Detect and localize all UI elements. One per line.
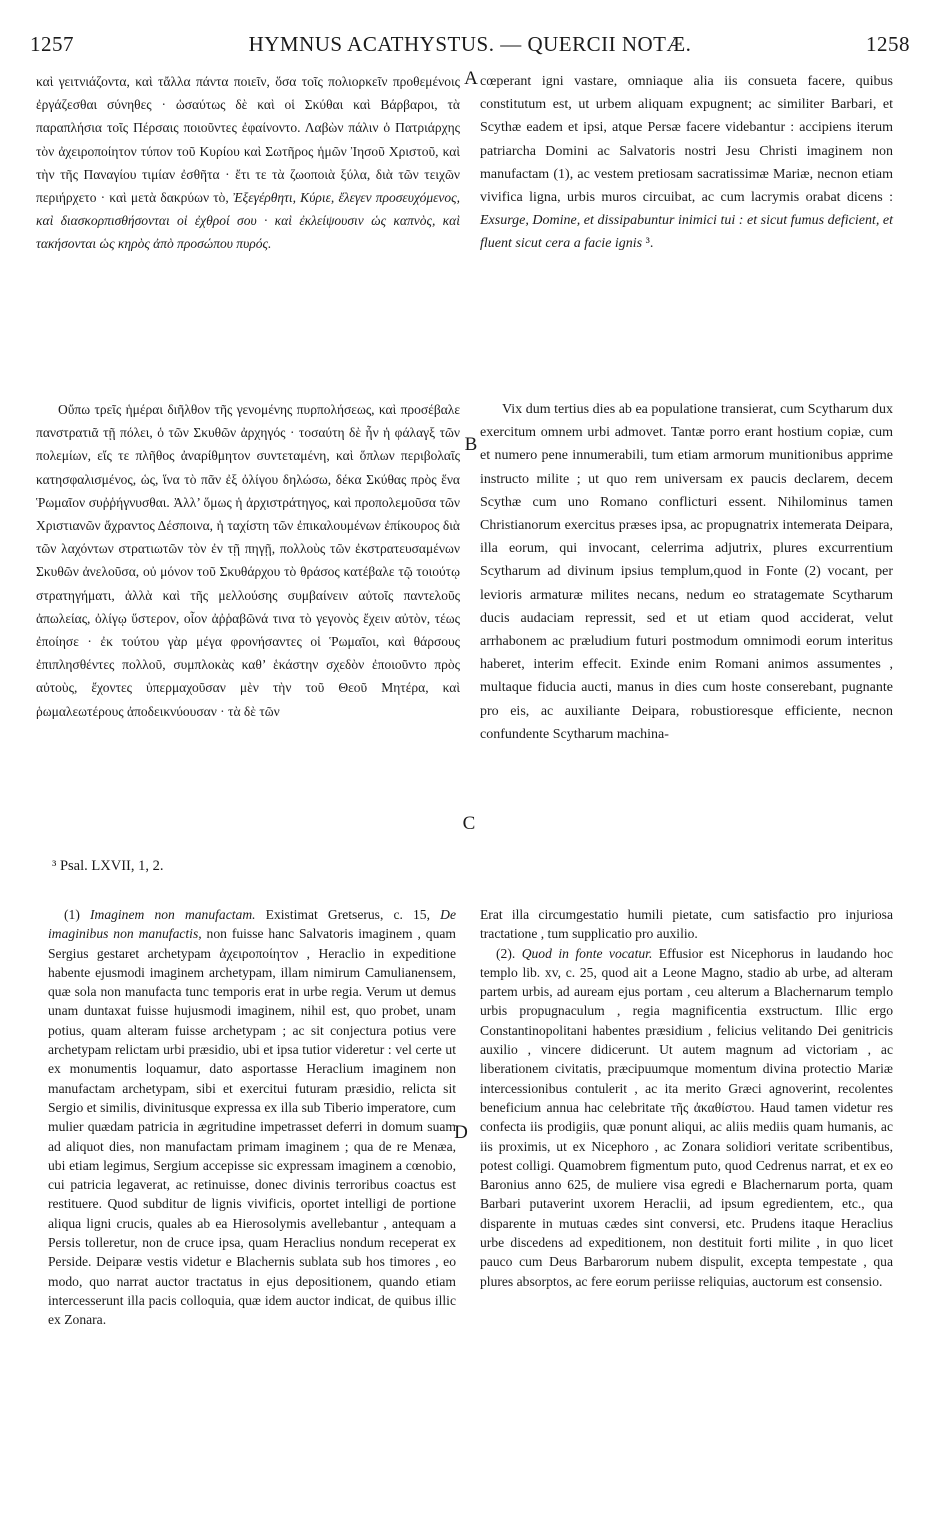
note-label: (1) [64,907,80,922]
margin-letter-d: D [454,1122,468,1143]
note-2: (2). Quod in fonte vocatur. Effusior est Nicephorus in laudando hoc templo lib. xv, c. 25, quod ait a Leone Magno, stadio ab urbe, ad alteram partem urbis, ad auream ejus portam , ceu alterum a Blachernarum templo urbis propugnaculum , regia magnificentia exstructum. Illic ergo Constantinopolitani habentes præsidium , felicius velitando Dei genitricis auxilio , vincere didicerunt. Ut autem magnum ad victoriam , ac liberationem civitatis, præcipuumque momentum divina protectio Mariæ intercessionibus contulerit , ac ita merito Græci agnoverint, recolentes beneficium annua hac celebritate τῆς ἀκαθίστου. Haud tamen videtur res confecta iis prodigiis, quæ ponunt aliqui, ac aliis mediis quam humanis, ac iis proximis, ut ex Nicephoro , ac Zonara solidiori veritate scribentibus, potest colligi. Quamobrem figmentum puto, quod Cedrenus narrat, et ex eo Baronius anno 625, de muliere visa egredi e Blachernarum porta, quam Barbari putaverint uxorem Heraclii, ad ipsum egredientem, etc., qua disparente in mutuas cædes sint conversi, etc. Prudens itaque Heraclius urbe discedens ad expeditionem, non destituit forti milite , in quo licet pauco cum Deus Barbarorum nubem dispulit, excepta tempestate , qua plures absorptos, ac fere eorum periisse reliquias, auctorum est consensio. [480,945,894,1289]
greek-column-bottom [36,398,460,723]
greek-paragraph: καὶ γειτνιάζοντα, καὶ τἄλλα πάντα ποιεῖν, ὅσα τοῖς πολιορκεῖν προθεμένοις ἐργάζεσθαι σύνηθες · ὡσαύτως δὲ καὶ οἱ Σκύθαι καὶ Βάρβαροι, τὰ παραπλήσια τοῖς Πέρσαις ποιοῦντες ἐφαίνοντο. Λαβὼν πάλιν ὁ Πατριάρχης τὸν ἀχειροποίητον τύπον τοῦ Κυρίου καὶ Σωτῆρος ἡμῶν Ἰησοῦ Χριστοῦ, καὶ τὴν τῆς Παναγίου τιμίαν ἐσθῆτα · ἔτι τε τὰ ζωοποιὰ ξύλα, διὰ τῶν τειχῶν περιήρχετο · καὶ μετὰ δακρύων τὸ, Ἐξεγέρθητι, Κύριε, ἔλεγεν προσευχόμενος, καὶ διασκορπισθήσονται οἱ ἐχθροί σου · καὶ ἐκλείψουσιν ὡς καπνὸς, καὶ τακήσονται ὡς κηρὸς ἀπὸ προσώπου πυρός. [36,74,461,252]
note-title: Quod in fonte vocatur. [521,945,653,961]
note-1: (1) Imaginem non manufactam. Existimat Gretserus, c. 15, De imaginibus non manufactis, non fuisse hanc Salvatoris imaginem , quam Sergius gestaret archetypam ἀχειροποίητον , Heraclio in expeditione habente ejusmodi imaginem archetypam, illam nimirum Camulianensem, quæ sola non manufacta tunc temporis erat in urbe regia. Verum ut demus unam duntaxat fuisse hujusmodi imaginem, nihil est, quo probet, unam potius, quam alteram fuisse archetypam ; ac sit conjectura potius vere archetypam relictam urbi præsidio, ubi et ipsa tutior videretur : vel certe ut ex monumentis loquamur, dato asportasse Heraclium imaginem non manufactam archetypam, sibi et exercitui futuram præsidio, relicta sit Sergio et similis, divinitusque expressa ex illa sub Tiberio imperatore, cum mulier quædam patricia in ægritudine impetrasset deferri in domum suam ad aliquot dies, non manufactam primam imaginem ; qua de re Menæa, ubi etiam legimus, Sergium accepisse sic expressam imaginem a cœnobio, cui patricia legaverat, ac retinuisse, donec divinis terroribus coactus est restituere. Quod subditur de lignis vivificis, oportet intelligi de portione aliqua ligni crucis, quales ab ea Hierosolymis avellebantur , antequam a Persis tolleretur, non de cruce ipsa, quam Heraclius nondum receperat ex Perside. Deiparæ vestis videtur e Blachernis sublata sub hos timores , eo modo, quo narrat auctor tractatus in ejus depositionem, quando etiam intercesserunt illa pacis colloquia, quæ idem auctor indicat, de quibus illic ex Zonara. [48,907,456,1328]
greek-quotation: Ἐξεγέρθητι, Κύριε, ἔλεγεν προσευχόμενος, καὶ διασκορπισθήσονται οἱ ἐχθροί σου · καὶ ἐκλείψουσιν ὡς καπνὸς, καὶ τακήσονται ὡς κηρὸς ἀπὸ προσώπου πυρός. [36,190,461,252]
page-number-right: 1258 [866,32,910,56]
latin-column-bottom [480,398,893,746]
latin-paragraph: cœperant igni vastare, omniaque alia iis consueta facere, quibus constitutum est, ut urbem aliquam expugnent; ac similiter Barbari, et Scythæ eadem et ipsi, atque Persæ facere videbantur : accipiens iterum patriarcha Domini ac Salvatoris nostri Jesu Christi imaginem non manufactam (1), ac vestem pretiosam sacratissimæ Mariæ, necnon etiam vivifica ligna, urbis muros circuibat, ac cum lacrymis orabat dicens : Exsurge, Domine, et dissipabuntur inimici tui : et sicut fumus deficient, et fluent sicut cera a facie ignis ³. [480,74,893,252]
margin-letter-a: A [464,68,478,89]
margin-letter-c: C [462,813,476,834]
footnote: ³ Psal. LXVII, 1, 2. [52,858,164,874]
footnote-ref: ³. [645,236,654,252]
margin-letter-b: B [464,434,478,455]
latin-paragraph: Vix dum tertius dies ab ea populatione transierat, cum Scytharum dux exercitum omnem urbi admovet. Tantæ porro erant hostium copiæ, cum et numero pene innumerabili, tum etiam armorum munitionibus apprime instructo milite ; ut quo rem universam ex paucis declarem, decem Scythæ cum uno Romano conflicturi essent. Nihilominus tamen Christianorum exercitus præses ipsa, ac propugnatrix intemerata Deipara, illa eorum, qui invocant, celerrima adjutrix, plures excurrentium Scytharum ad divinum ipsius templum,quod in Fonte (2) vocant, per levioris armaturæ milites necans, nedum eo stratagemate Scytharum ducis audaciam repressit, sed et ut etiam quod acciderat, velut arrhabonem ac præludium futuri postmodum omnimodi eorum interitus haberet, interim effecit. Exinde enim Romani animos assumentes , multaque fiducia aucti, manus in dies cum hoste conserebant, pugnante pro eis, ac auxiliante Deipara, robustioresque efficiente, necnon confundente Scytharum machina- [480,402,893,742]
greek-column-top [36,70,460,256]
latin-column-top [480,70,893,256]
notes-right-column [480,905,893,1291]
page-number-left: 1257 [30,32,74,56]
running-head [30,32,910,60]
page-title: HYMNUS ACATHYSTUS. — QUERCII NOTÆ. [248,32,692,56]
latin-quotation: Exsurge, Domine, et dissipabuntur inimici tui : et sicut fumus deficient, et fluent sicut cera a facie ignis [480,213,893,252]
note-title: Imaginem non manufactam. [89,907,256,922]
greek-paragraph: Οὔπω τρεῖς ἡμέραι διῆλθον τῆς γενομένης πυρπολήσεως, καὶ προσέβαλε πανστρατιᾶ τῇ πόλει, ὁ τῶν Σκυθῶν ἀρχηγός · τοσαύτη δὲ ἦν ἡ φάλαγξ τῶν πολεμίων, εἴς τε πλῆθος ἀναρίθμητον συντεταμένη, καὶ ὅπλων περιβολαῖς κατησφαλισμένος, ὡς, ἵνα τὸ πᾶν ἐξ ὀλίγου δηλώσω, δέκα Σκύθας πρὸς ἕνα Ῥωμαῖον συῤῥήγνυσθαι. Ἀλλ’ ὅμως ἡ ἀρχιστράτηγος, καὶ προπολεμοῦσα τῶν Χριστιανῶν ἄχραντος Δέσποινα, ἡ ταχίστη τῶν ἐπικαλουμένων ἐπίκουρος διὰ τῶν λαχόντων στρατιωτῶν τὸν ἐν τῇ πηγῇ, πολλοὺς τῶν ἐκστρατευσαμένων Σκυθῶν ἀνελοῦσα, οὐ μόνον τοῦ Σκυθάρχου τὸ θράσος κατέβαλε τῷ τοιούτῳ στρατηγήματι, ἀλλὰ καὶ τῆς μελλούσης συμβαίνειν αὐτοῖς παντελοῦς ἀπωλείας, ὀλίγῳ ὕστερον, οἷον ἀῤῥαβῶνά τινα τὸ γεγονὸς ἔχειν αὐτὸν, τέως ἐποίησε · ἐκ τούτου γὰρ μέγα φρονήσαντες οἱ Ῥωμαῖοι, καὶ θάρσους ἐπιπλησθέντες πολλοῦ, συμπλοκὰς καθ’ ἑκάστην σχεδὸν ἐποιοῦντο πρὸς αὐτοὺς, ἔχοντες ὑπερμαχοῦσαν μὲν τὴν τοῦ Θεοῦ Μητέρα, καὶ ῥωμαλεωτέρους ἀποδεικνύουσαν · τὰ δὲ τῶν [36,402,460,719]
note-1-continuation: Erat illa circumgestatio humili pietate, cum satisfactio pro injuriosa tractatione , tum supplicatio pro auxilio. [480,907,893,942]
note-label: (2). [496,945,516,961]
